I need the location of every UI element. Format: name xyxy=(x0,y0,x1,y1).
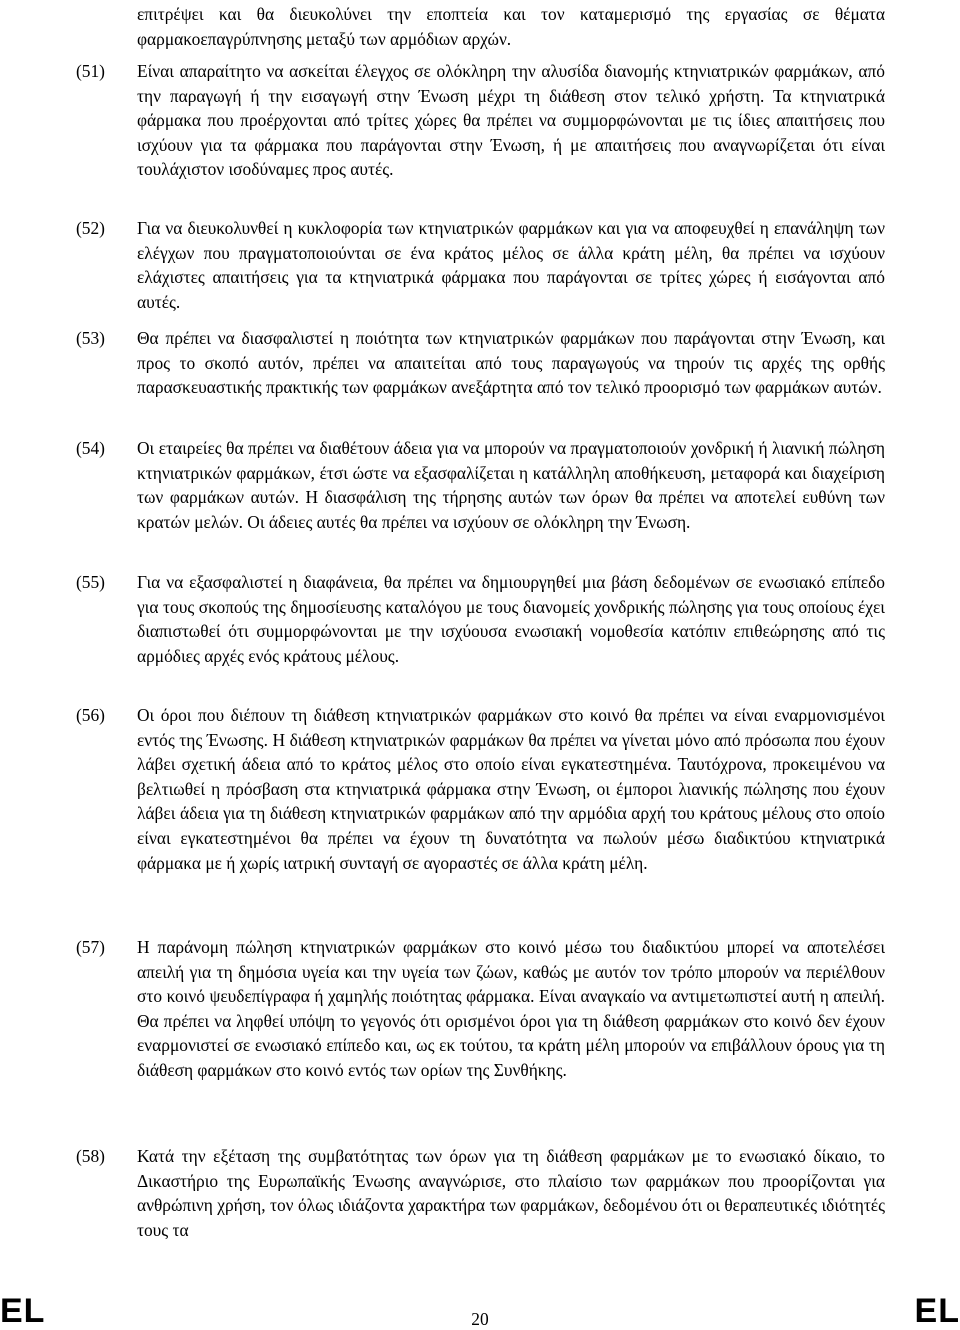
recital-text: Κατά την εξέταση της συμβατότητας των όρων για τη διάθεση φαρμάκων με το ενωσιακό δίκαιο, το Δικαστήριο της Ευρωπαϊκής Ένωσης αναγνώρισε, στο πλαίσιο των φαρμάκων που προορίζονται για ανθρώπινη χρήση, τον όλως ιδιάζοντα χαρακτήρα των φαρμάκων, δεδομένου ότι οι θεραπευτικές ιδιότητές τους τα xyxy=(137,1146,885,1240)
recital-number: (55) xyxy=(76,572,105,592)
recital-text: Οι όροι που διέπουν τη διάθεση κτηνιατρικών φαρμάκων στο κοινό θα πρέπει να είναι εναρμονισμένοι εντός της Ένωσης. Η διάθεση κτηνιατρικών φαρμάκων θα πρέπει να γίνεται μόνο από πρόσωπα που έχουν λάβει σχετική άδεια από το κράτος μέλος στο οποίο είναι εγκατεστημένα. Ταυτόχρονα, προκειμένου να βελτιωθεί η πρόσβαση στα κτηνιατρικά φάρμακα στην Ένωση, οι έμποροι λιανικής πώλησης που έχουν λάβει άδεια για τη διάθεση κτηνιατρικών φαρμάκων από την αρμόδια αρχή του κράτους μέλους στο οποίο είναι εγκατεστημένοι θα πρέπει να έχουν τη δυνατότητα να πωλούν μέσω διαδικτύου κτηνιατρικά φάρμακα με ή χωρίς ιατρική συνταγή σε αγοραστές σε άλλα κράτη μέλη. xyxy=(137,705,885,873)
recital-text: Για να εξασφαλιστεί η διαφάνεια, θα πρέπει να δημιουργηθεί μια βάση δεδομένων σε ενωσιακό επίπεδο για τους σκοπούς της δημοσίευσης καταλόγου με τους διανομείς χονδρικής πώλησης για τους οποίους έχει διαπιστωθεί ότι συμμορφώνονται με την ισχύουσα ενωσιακή νομοθεσία κατόπιν επιθεώρησης από τις αρμόδιες αρχές ενός κράτους μέλους. xyxy=(137,572,885,666)
recital-number: (52) xyxy=(76,218,105,238)
paragraph-text: επιτρέψει και θα διευκολύνει την εποπτεία και τον καταμερισμό της εργασίας σε θέματα φαρμακοεπαγρύπνησης μεταξύ των αρμόδιων αρχών. xyxy=(137,4,885,49)
recital-text: Θα πρέπει να διασφαλιστεί η ποιότητα των κτηνιατρικών φαρμάκων που παράγονται στην Ένωση, και προς το σκοπό αυτόν, πρέπει να απαιτείται από τους παραγωγούς να τηρούν τις αρχές της ορθής παρασκευαστικής πρακτικής των φαρμάκων ανεξάρτητα από τον τελικό προορισμό των φαρμάκων αυτών. xyxy=(137,328,885,398)
recital-text: Είναι απαραίτητο να ασκείται έλεγχος σε ολόκληρη την αλυσίδα διανομής κτηνιατρικών φαρμάκων, από την παραγωγή ή την εισαγωγή στην Ένωση μέχρι τη διάθεση στον τελικό χρήστη. Τα κτηνιατρικά φάρμακα που προέρχονται από τρίτες χώρες θα πρέπει να συμμορφώνονται με τις ίδιες απαιτήσεις που ισχύουν για τα φάρμακα που παράγονται στην Ένωση, ή με απαιτήσεις που αναγνωρίζεται ότι είναι τουλάχιστον ισοδύναμες προς αυτές. xyxy=(137,61,885,180)
recital-number: (58) xyxy=(76,1146,105,1166)
recital-number: (57) xyxy=(76,937,105,957)
recital-number: (51) xyxy=(76,61,105,81)
recital-number: (54) xyxy=(76,438,105,458)
language-code-right: EL xyxy=(914,1292,960,1330)
recital-text: Οι εταιρείες θα πρέπει να διαθέτουν άδεια για να μπορούν να πραγματοποιούν χονδρική ή λιανική πώληση κτηνιατρικών φαρμάκων, έτσι ώστε να εξασφαλίζεται η κατάλληλη αποθήκευση, μεταφορά και διαχείριση των φαρμάκων αυτών. Η διασφάλιση της τήρησης αυτών των όρων θα πρέπει να αποτελεί ευθύνη των κρατών μελών. Οι άδειες αυτές θα πρέπει να ισχύουν σε ολόκληρη την Ένωση. xyxy=(137,438,885,532)
page-number: 20 xyxy=(471,1309,489,1329)
recital-number: (53) xyxy=(76,328,105,348)
recital-text: Για να διευκολυνθεί η κυκλοφορία των κτηνιατρικών φαρμάκων και για να αποφευχθεί η επανάληψη των ελέγχων που πραγματοποιούνται σε ένα κράτος μέλος σε άλλα κράτη μέλη, θα πρέπει να ισχύουν ελάχιστες απαιτήσεις για τα κτηνιατρικά φάρμακα που παράγονται σε τρίτες χώρες ή εισάγονται από αυτές. xyxy=(137,218,885,312)
language-code-left: EL xyxy=(0,1292,46,1330)
recital-text: Η παράνομη πώληση κτηνιατρικών φαρμάκων στο κοινό μέσω του διαδικτύου μπορεί να αποτελέσει απειλή για τη δημόσια υγεία και την υγεία των ζώων, καθώς με αυτόν τον τρόπο μπορούν να περιέλθουν στο κοινό ψευδεπίγραφα ή χαμηλής ποιότητας φάρμακα. Είναι αναγκαίο να αντιμετωπιστεί αυτή η απειλή. Θα πρέπει να ληφθεί υπόψη το γεγονός ότι ορισμένοι όροι για τη διάθεση φαρμάκων στο κοινό δεν έχουν εναρμονιστεί σε ενωσιακό επίπεδο και, ως εκ τούτου, τα κράτη μέλη μπορούν να επιβάλλουν όρους για τη διάθεση φαρμάκων στο κοινό εντός των ορίων της Συνθήκης. xyxy=(137,937,885,1080)
recital-number: (56) xyxy=(76,705,105,725)
